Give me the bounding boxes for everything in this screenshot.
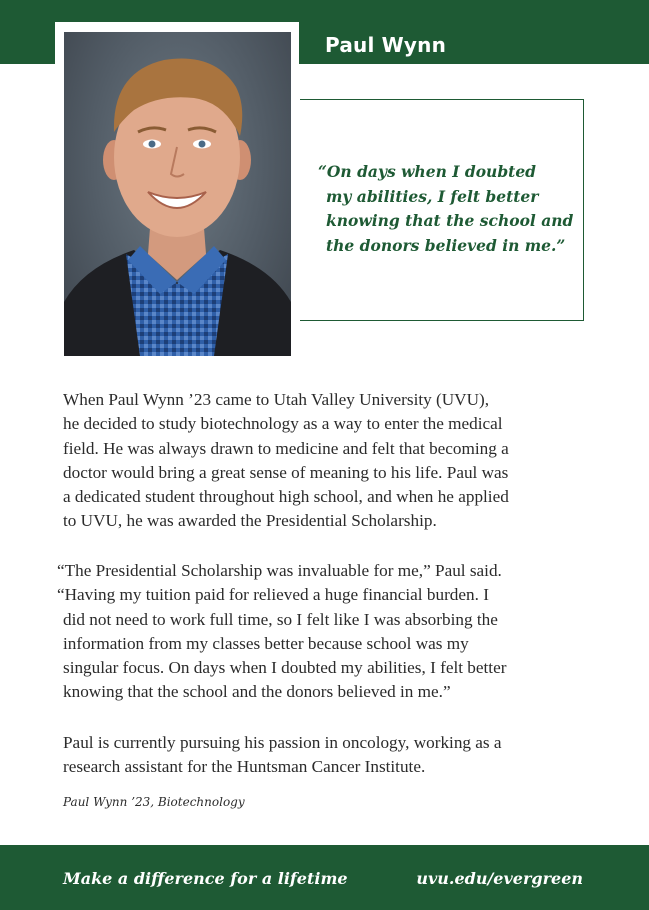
body-line: information from my classes better because school was my (63, 633, 469, 653)
pull-quote-line: the donors believed in me.” (326, 235, 566, 255)
body-line: singular focus. On days when I doubted my abilities, I felt better (63, 658, 507, 678)
body-line: did not need to work full time, so I felt like I was absorbing the (63, 609, 498, 629)
pull-quote-line: “On days when I doubted (318, 162, 537, 181)
portrait-illustration (64, 32, 291, 356)
photo-caption: Paul Wynn ’23, Biotechnology (63, 795, 245, 809)
body-line: knowing that the school and the donors believed in me.” (63, 682, 451, 702)
body-line: “The Presidential Scholarship was invaluable for me,” Paul said. (57, 561, 502, 580)
body-line: research assistant for the Huntsman Cancer Institute. (63, 757, 426, 777)
body-line: When Paul Wynn ’23 came to Utah Valley University (UVU), (63, 390, 490, 409)
body-line: “Having my tuition paid for relieved a huge financial burden. I (57, 585, 489, 605)
body-line: doctor would bring a great sense of meaning to his life. Paul was (63, 462, 509, 482)
pull-quote (318, 160, 580, 258)
body-paragraph-3 (63, 731, 593, 780)
body-line: to UVU, he was awarded the Presidential Scholarship. (63, 511, 437, 531)
body-paragraph-1 (63, 388, 593, 534)
body-line: Paul is currently pursuing his passion in oncology, working as a (63, 733, 502, 752)
profile-name: Paul Wynn (325, 33, 447, 57)
body-line: a dedicated student throughout high school, and when he applied (63, 487, 509, 507)
pull-quote-line: knowing that the school and (326, 211, 574, 230)
portrait-photo (64, 32, 291, 356)
body-line: field. He was always drawn to medicine and felt that becoming a (63, 438, 509, 458)
body-paragraph-2 (57, 559, 593, 705)
pull-quote-line: my abilities, I felt better (326, 186, 539, 206)
body-line: he decided to study biotechnology as a way to enter the medical (63, 414, 503, 434)
footer-url[interactable]: uvu.edu/evergreen (416, 869, 583, 888)
footer-tagline: Make a difference for a lifetime (63, 869, 348, 888)
